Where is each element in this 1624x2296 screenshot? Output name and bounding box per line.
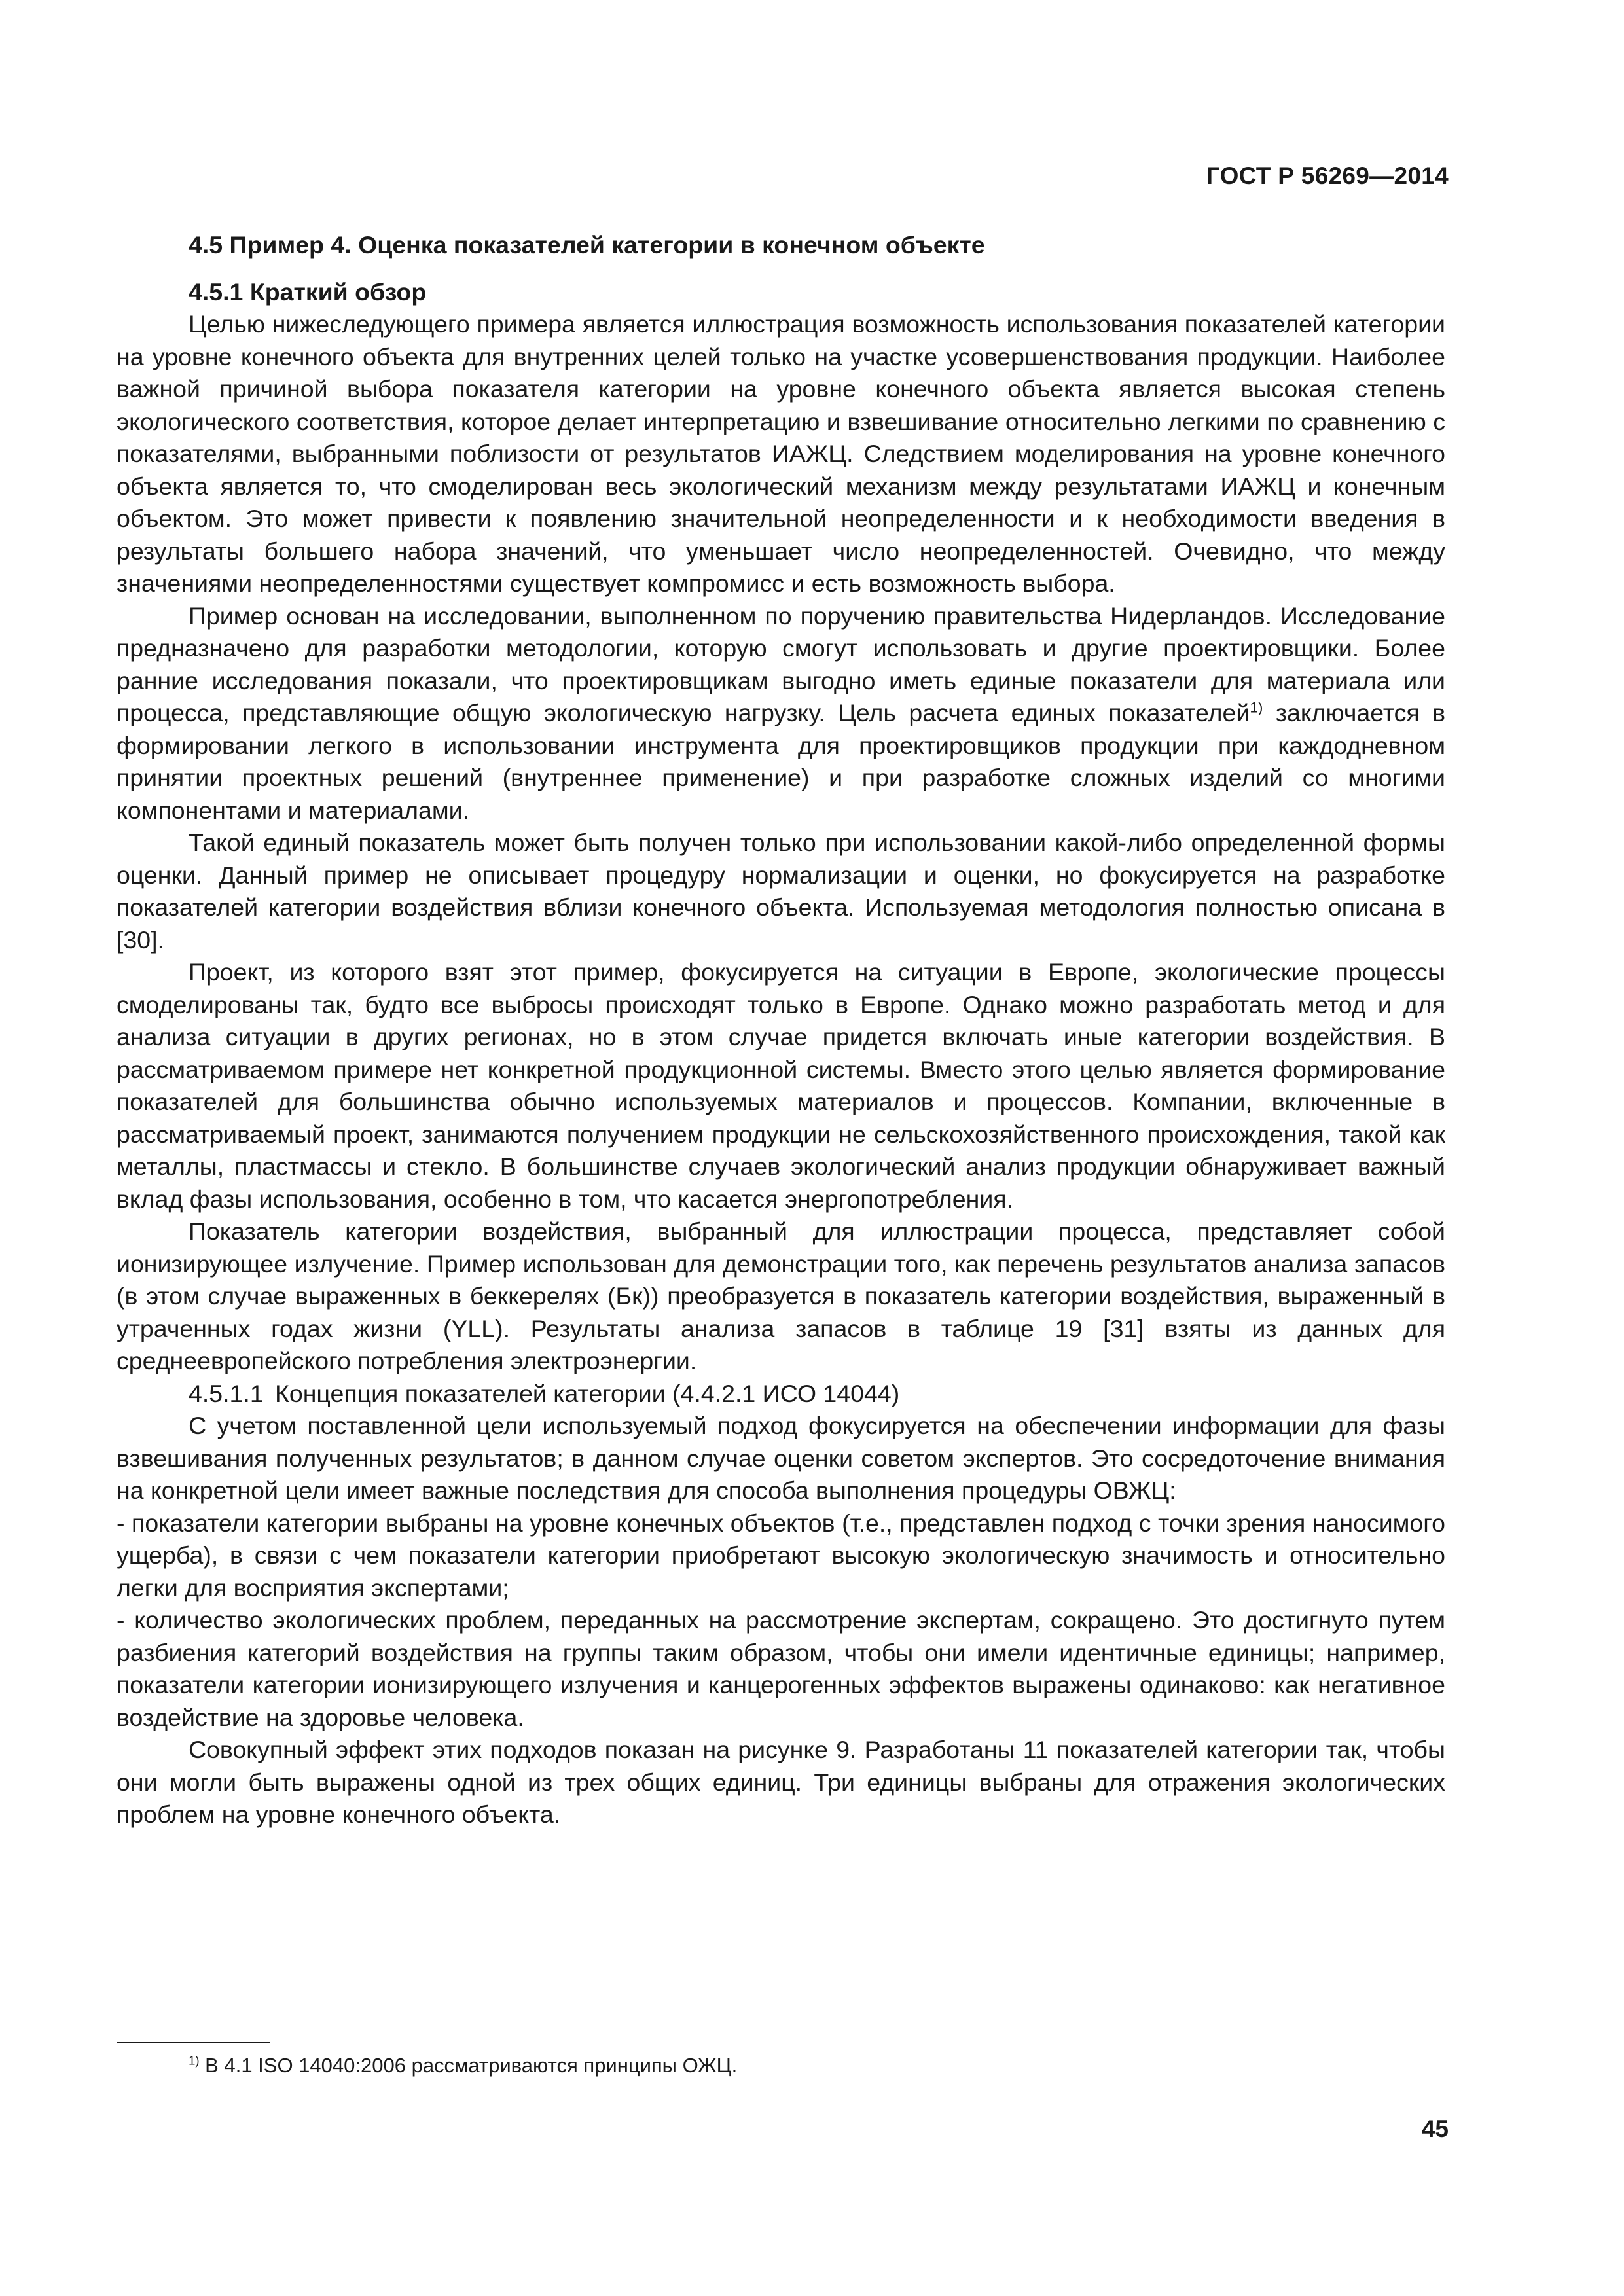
paragraph-with-footnote xyxy=(117,600,1445,827)
subsection-heading: 4.5.1 Краткий обзор xyxy=(189,278,427,306)
paragraph-text: Пример основан на исследовании, выполненном по поручению правительства Нидерландов. Исследование предназначено для разработки методологии, которую смогут использовать и другие проектировщики. Более ранние исследования показали, что проектировщикам выгодно иметь единые показатели для материала или процесса, представляющие общую экологическую нагрузку. Цель расчета единых показателей xyxy=(117,601,1445,726)
paragraph: С учетом поставленной цели используемый подход фокусируется на обеспечении информации для фазы взвешивания полученных результатов; в данном случае оценки советом экспертов. Это сосредоточение внимания на конкретной цели имеет важные последствия для способа выполнения процедуры ОВЖЦ: xyxy=(117,1412,1445,1504)
document-code: ГОСТ Р 56269—2014 xyxy=(1206,162,1449,189)
document-body xyxy=(117,229,1445,1831)
footnote-ref: 1) xyxy=(1250,699,1263,716)
section-heading: 4.5 Пример 4. Оценка показателей категории в конечном объекте xyxy=(189,231,985,259)
list-item: - количество экологических проблем, переданных на рассмотрение экспертам, сокращено. Это достигнуто путем разбиения категорий воздействия на группы таким образом, чтобы они имели идентичные единицы; например, показатели категории ионизирующего излучения и канцерогенных эффектов выражены одинаково: как негативное воздействие на здоровье человека. xyxy=(117,1606,1445,1731)
paragraph: Целью нижеследующего примера является иллюстрация возможность использования показателей категории на уровне конечного объекта для внутренних целей только на участке усовершенствования продукции. Наиболее важной причиной выбора показателя категории на уровне конечного объекта является высокая степень экологического соответствия, которое делает интерпретацию и взвешивание относительно легкими по сравнению с показателями, выбранными поблизости от результатов ИАЖЦ. Следствием моделирования на уровне конечного объекта является то, что смоделирован весь экологический механизм между результатами ИАЖЦ и конечным объектом. Это может привести к появлению значительной неопределенности и к необходимости введения в результаты большего набора значений, что уменьшает число неопределенностей. Очевидно, что между значениями неопределенностями существует компромисс и есть возможность выбора. xyxy=(117,310,1445,597)
list-item: - показатели категории выбраны на уровне конечных объектов (т.е., представлен подход с точки зрения наносимого ущерба), в связи с чем показатели категории приобретают высокую экологическую значимость и относительно легки для восприятия экспертами; xyxy=(117,1509,1445,1602)
paragraph: Проект, из которого взят этот пример, фокусируется на ситуации в Европе, экологические процессы смоделированы так, будто все выбросы происходят только в Европе. Однако можно разработать метод и для анализа ситуации в других регионах, но в этом случае придется включать иные категории воздействия. В рассматриваемом примере нет конкретной продукционной системы. Вместо этого целью является формирование показателей для большинства обычно используемых материалов и процессов. Компании, включенные в рассматриваемый проект, занимаются получением продукции не сельскохозяйственного происхождения, такой как металлы, пластмассы и стекло. В большинстве случаев экологический анализ продукции обнаруживает важный вклад фазы использования, особенно в том, что касается энергопотребления. xyxy=(117,958,1445,1213)
item-number: 4.5.1.1 xyxy=(189,1379,264,1407)
item-title: Концепция показателей категории (4.4.2.1 ИСО 14044) xyxy=(275,1379,900,1407)
paragraph: Такой единый показатель может быть получен только при использовании какой-либо определенной формы оценки. Данный пример не описывает процедуру нормализации и оценки, но фокусируется на разработке показателей категории воздействия вблизи конечного объекта. Используемая методология полностью описана в [30]. xyxy=(117,829,1445,954)
footnote-marker: 1) xyxy=(189,2053,200,2068)
numbered-item-heading xyxy=(117,1378,1445,1410)
paragraph: Совокупный эффект этих подходов показан на рисунке 9. Разработаны 11 показателей категории так, чтобы они могли быть выражены одной из трех общих единиц. Три единицы выбраны для отражения экологических проблем на уровне конечного объекта. xyxy=(117,1736,1445,1828)
footnote-text: В 4.1 ISO 14040:2006 рассматриваются принципы ОЖЦ. xyxy=(205,2054,738,2077)
page-number: 45 xyxy=(1421,2115,1449,2142)
footnote xyxy=(189,2053,737,2079)
paragraph: Показатель категории воздействия, выбранный для иллюстрации процесса, представляет собой ионизирующее излучение. Пример использован для демонстрации того, как перечень результатов анализа запасов (в этом случае выраженных в беккерелях (Бк)) преобразуется в показатель категории воздействия, выраженный в утраченных годах жизни (YLL). Результаты анализа запасов в таблице 19 [31] взяты из данных для среднеевропейского потребления электроэнергии. xyxy=(117,1217,1445,1374)
paragraph-text: заключается в формировании легкого в использовании инструмента для проектировщиков продукции при каждодневном принятии проектных решений (внутреннее применение) и при разработке сложных изделий со многими компонентами и материалами. xyxy=(117,699,1446,824)
footnote-divider xyxy=(117,2042,270,2043)
